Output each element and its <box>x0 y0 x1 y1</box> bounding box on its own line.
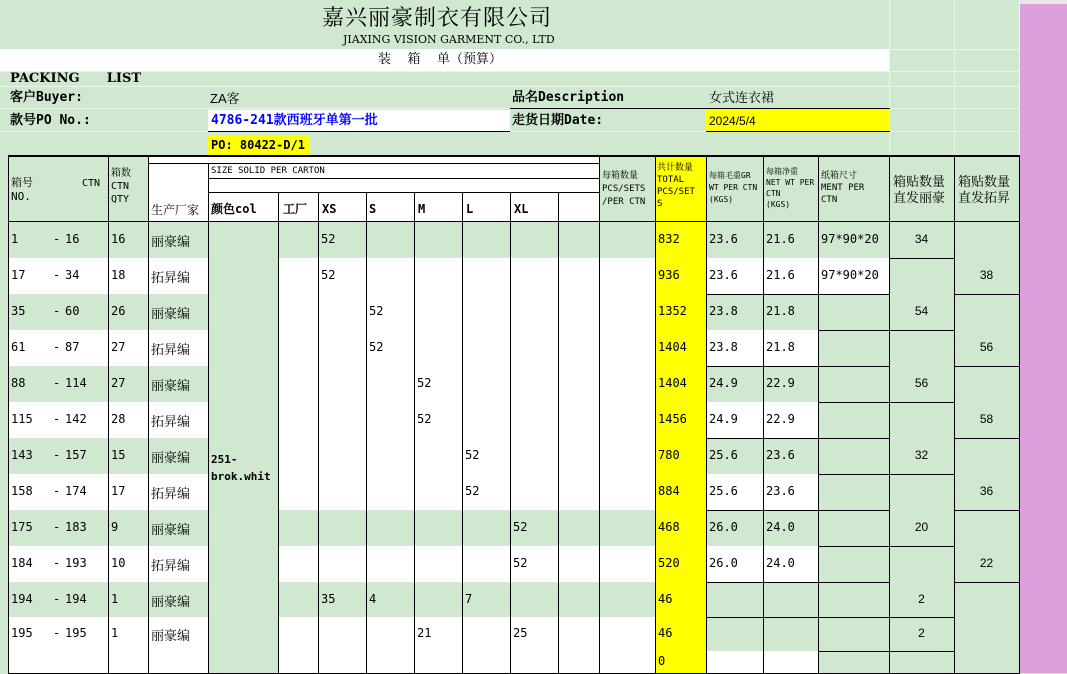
cell-gw[interactable]: 26.0 <box>709 520 738 534</box>
table-cell-bg <box>558 651 599 673</box>
cell-dash[interactable]: - <box>53 340 61 354</box>
cell-to[interactable]: 114 <box>65 376 87 390</box>
header-size-m: M <box>418 202 426 216</box>
table-cell-bg <box>366 366 414 402</box>
table-cell-bg <box>278 402 318 438</box>
table-cell-bg <box>558 474 599 510</box>
table-cell-bg <box>318 617 366 651</box>
cell-to[interactable]: 193 <box>65 556 87 570</box>
cell-l[interactable]: 7 <box>465 592 473 606</box>
cell-nw[interactable]: 21.8 <box>766 304 795 318</box>
cell-from[interactable]: 195 <box>11 626 33 640</box>
cell-from[interactable]: 1 <box>11 232 19 246</box>
desc-label: 品名Description <box>512 90 625 105</box>
cell-from[interactable]: 61 <box>11 340 26 354</box>
cell-total[interactable]: 46 <box>658 626 673 640</box>
table-cell-bg <box>510 330 558 366</box>
table-cell-bg <box>278 438 318 474</box>
header-net-wt: 每箱净重 NET WT PER CTN (KGS) <box>766 167 815 209</box>
table-cell-bg <box>558 582 599 617</box>
cell-m[interactable]: 52 <box>417 376 432 390</box>
buyer-value[interactable]: ZA客 <box>210 91 240 106</box>
cell-l[interactable]: 52 <box>465 484 480 498</box>
cell-factory[interactable]: 拓昇编 <box>151 558 191 573</box>
color-merged-cell[interactable] <box>208 222 278 673</box>
table-cell-bg <box>763 651 818 673</box>
table-cell-bg <box>278 294 318 330</box>
cell-factory[interactable]: 丽豪编 <box>151 450 191 465</box>
cell-gw[interactable]: 23.6 <box>709 232 738 246</box>
cell-qty[interactable]: 9 <box>111 520 119 534</box>
cell-factory[interactable]: 拓昇编 <box>151 342 191 357</box>
cell-gw[interactable]: 25.6 <box>709 484 738 498</box>
packing-list-label: PACKING LIST <box>10 71 142 86</box>
cell-s[interactable]: 52 <box>369 304 384 318</box>
table-cell-bg <box>558 402 599 438</box>
cell-factory[interactable]: 丽豪编 <box>151 234 191 249</box>
table-cell-bg <box>462 330 510 366</box>
cell-ts[interactable]: 56 <box>979 340 994 354</box>
table-cell-bg <box>462 546 510 582</box>
header-color: 颜色col <box>211 202 257 216</box>
header-total: 共计数量 TOTAL PCS/SET S <box>657 163 695 209</box>
header-label-tuosheng: 箱贴数量 直发拓昇 <box>958 174 1011 205</box>
cell-factory[interactable]: 丽豪编 <box>151 628 191 643</box>
cell-qty[interactable]: 27 <box>111 376 126 390</box>
table-cell-bg <box>366 402 414 438</box>
cell-xs[interactable]: 35 <box>321 592 336 606</box>
header-measure: 纸箱尺寸 MENT PER CTN <box>821 171 865 205</box>
cell-m[interactable]: 52 <box>417 412 432 426</box>
cell-total[interactable]: 1352 <box>658 304 687 318</box>
cell-s[interactable]: 4 <box>369 592 377 606</box>
cell-to[interactable]: 195 <box>65 626 87 640</box>
table-cell-bg <box>318 438 366 474</box>
cell-s[interactable]: 52 <box>369 340 384 354</box>
table-cell-bg <box>366 222 414 258</box>
header-size-xl: XL <box>514 202 529 216</box>
cell-dash[interactable]: - <box>53 556 61 570</box>
desc-value[interactable]: 女式连衣裙 <box>709 90 775 105</box>
header-ctn: CTN <box>82 178 101 189</box>
table-cell-bg <box>414 330 462 366</box>
cell-ts[interactable]: 36 <box>979 484 994 498</box>
cell-gw[interactable]: 24.9 <box>709 412 738 426</box>
cell-total[interactable]: 936 <box>658 268 680 282</box>
header-label-lihao: 箱贴数量 直发丽豪 <box>893 174 946 205</box>
company-name-en: JIAXING VISION GARMENT CO., LTD <box>343 33 555 46</box>
header-factory: 生产厂家 <box>151 203 200 217</box>
table-cell-bg <box>954 651 1019 673</box>
cell-lh[interactable]: 32 <box>914 448 929 462</box>
table-cell-bg <box>510 258 558 294</box>
table-cell-bg <box>558 222 599 258</box>
table-cell-bg <box>366 617 414 651</box>
table-cell-bg <box>599 474 655 510</box>
cell-nw[interactable]: 21.6 <box>766 232 795 246</box>
header-pcs-per-ctn: 每箱数量 PCS/SETS /PER CTN <box>602 171 646 207</box>
table-cell-bg <box>50 651 62 673</box>
table-cell-bg <box>510 582 558 617</box>
table-cell-bg <box>414 651 462 673</box>
cell-gw[interactable]: 25.6 <box>709 448 738 462</box>
cell-to[interactable]: 157 <box>65 448 87 462</box>
cell-lh[interactable]: 20 <box>914 520 929 534</box>
doc-title: 装 箱 单（预算） <box>378 52 503 67</box>
table-cell-bg <box>278 582 318 617</box>
cell-lh[interactable]: 56 <box>914 376 929 390</box>
cell-xl[interactable]: 52 <box>513 520 528 534</box>
table-cell-bg <box>599 582 655 617</box>
table-cell-bg <box>599 258 655 294</box>
header-size-l: L <box>466 202 474 216</box>
cell-xs[interactable]: 52 <box>321 232 336 246</box>
cell-qty[interactable]: 27 <box>111 340 126 354</box>
table-cell-bg <box>366 474 414 510</box>
cell-dash[interactable]: - <box>53 592 61 606</box>
cell-from[interactable]: 115 <box>11 412 33 426</box>
po-sub: PO: 80422-D/1 <box>211 138 305 152</box>
cell-factory[interactable]: 丽豪编 <box>151 378 191 393</box>
cell-dash[interactable]: - <box>53 304 61 318</box>
table-cell-bg <box>462 258 510 294</box>
cell-ts[interactable]: 58 <box>979 412 994 426</box>
cell-to[interactable]: 87 <box>65 340 80 354</box>
table-cell-bg <box>366 438 414 474</box>
pink-column <box>1020 0 1067 673</box>
cell-lh[interactable]: 54 <box>914 304 929 318</box>
table-cell-bg <box>366 510 414 546</box>
table-cell-bg <box>278 651 318 673</box>
table-cell-bg <box>148 651 208 673</box>
cell-meas[interactable]: 97*90*20 <box>821 268 879 282</box>
cell-gw[interactable]: 24.9 <box>709 376 738 390</box>
cell-qty[interactable]: 28 <box>111 412 126 426</box>
table-cell-bg <box>414 582 462 617</box>
cell-from[interactable]: 158 <box>11 484 33 498</box>
table-cell-bg <box>318 474 366 510</box>
table-cell-bg <box>366 546 414 582</box>
cell-nw[interactable]: 24.0 <box>766 556 795 570</box>
cell-total[interactable]: 46 <box>658 592 673 606</box>
header-workshop: 工厂 <box>283 202 308 216</box>
table-cell-bg <box>414 546 462 582</box>
table-cell-bg <box>510 438 558 474</box>
table-cell-bg <box>558 438 599 474</box>
table-cell-bg <box>599 651 655 673</box>
table-cell-bg <box>278 474 318 510</box>
cell-to[interactable]: 60 <box>65 304 80 318</box>
cell-nw[interactable]: 23.6 <box>766 484 795 498</box>
cell-l[interactable]: 52 <box>465 448 480 462</box>
table-cell-bg <box>414 222 462 258</box>
cell-to[interactable]: 174 <box>65 484 87 498</box>
date-label: 走货日期Date: <box>512 113 604 128</box>
table-cell-bg <box>414 474 462 510</box>
cell-nw[interactable]: 22.9 <box>766 412 795 426</box>
table-cell-bg <box>599 546 655 582</box>
header-size-xs: XS <box>322 202 337 216</box>
cell-nw[interactable]: 21.8 <box>766 340 795 354</box>
cell-qty[interactable]: 26 <box>111 304 126 318</box>
table-cell-bg <box>8 651 50 673</box>
cell-qty[interactable]: 1 <box>111 626 119 640</box>
table-cell-bg <box>278 617 318 651</box>
table-cell-bg <box>510 222 558 258</box>
table-cell-bg <box>510 651 558 673</box>
table-cell-bg <box>318 402 366 438</box>
table-cell-bg <box>462 294 510 330</box>
cell-total[interactable]: 520 <box>658 556 680 570</box>
table-cell-bg <box>414 510 462 546</box>
cell-total[interactable]: 884 <box>658 484 680 498</box>
cell-nw[interactable]: 21.6 <box>766 268 795 282</box>
table-cell-bg <box>599 222 655 258</box>
cell-qty[interactable]: 10 <box>111 556 126 570</box>
table-cell-bg <box>558 258 599 294</box>
table-cell-bg <box>599 402 655 438</box>
cell-xl[interactable]: 52 <box>513 556 528 570</box>
table-cell-bg <box>318 651 366 673</box>
cell-qty[interactable]: 1 <box>111 592 119 606</box>
table-cell-bg <box>510 402 558 438</box>
table-cell-bg <box>62 651 108 673</box>
cell-nw[interactable]: 22.9 <box>766 376 795 390</box>
cell-from[interactable]: 194 <box>11 592 33 606</box>
color-value: 251- brok.whit <box>211 453 271 483</box>
table-cell-bg <box>462 222 510 258</box>
po-label: 款号PO No.: <box>10 113 91 128</box>
cell-lh[interactable]: 2 <box>918 626 925 640</box>
cell-dash[interactable]: - <box>53 376 61 390</box>
table-cell-bg <box>318 294 366 330</box>
table-cell-bg <box>414 294 462 330</box>
table-cell-bg <box>462 617 510 651</box>
table-cell-bg <box>278 366 318 402</box>
cell-to[interactable]: 16 <box>65 232 80 246</box>
cell-meas[interactable]: 97*90*20 <box>821 232 879 246</box>
cell-from[interactable]: 35 <box>11 304 26 318</box>
cell-total[interactable]: 832 <box>658 232 680 246</box>
table-cell-bg <box>318 366 366 402</box>
cell-dash[interactable]: - <box>53 484 61 498</box>
cell-factory[interactable]: 拓昇编 <box>151 486 191 501</box>
header-gross-wt: 每箱毛重GR WT PER CTN (KGS) <box>709 171 758 204</box>
cell-gw[interactable]: 23.8 <box>709 340 738 354</box>
table-cell-bg <box>278 258 318 294</box>
table-cell-bg <box>414 438 462 474</box>
company-name-cn: 嘉兴丽豪制衣有限公司 <box>322 6 553 31</box>
cell-to[interactable]: 34 <box>65 268 80 282</box>
cell-lh[interactable]: 34 <box>914 232 929 246</box>
cell-gw[interactable]: 23.8 <box>709 304 738 318</box>
table-cell-bg <box>599 330 655 366</box>
table-cell-bg <box>318 546 366 582</box>
cell-xs[interactable]: 52 <box>321 268 336 282</box>
table-cell-bg <box>462 366 510 402</box>
table-cell-bg <box>318 330 366 366</box>
cell-factory[interactable]: 丽豪编 <box>151 306 191 321</box>
table-cell-bg <box>108 651 148 673</box>
cell-to[interactable]: 183 <box>65 520 87 534</box>
cell-dash[interactable]: - <box>53 626 61 640</box>
table-cell-bg <box>599 510 655 546</box>
cell-ts[interactable]: 22 <box>979 556 994 570</box>
table-cell-bg <box>510 294 558 330</box>
cell-dash[interactable]: - <box>53 412 61 426</box>
cell-nw[interactable]: 23.6 <box>766 448 795 462</box>
header-box-no: 箱号 NO. <box>11 176 33 203</box>
header-size-solid: SIZE SOLID PER CARTON <box>211 166 325 176</box>
cell-total[interactable]: 468 <box>658 520 680 534</box>
table-cell-bg <box>462 651 510 673</box>
cell-factory[interactable]: 拓昇编 <box>151 270 191 285</box>
cell-nw[interactable]: 24.0 <box>766 520 795 534</box>
table-cell-bg <box>558 366 599 402</box>
table-cell-bg <box>366 651 414 673</box>
cell-total[interactable]: 1404 <box>658 340 687 354</box>
table-cell-bg <box>278 510 318 546</box>
cell-qty[interactable]: 16 <box>111 232 126 246</box>
table-cell-bg <box>366 258 414 294</box>
cell-dash[interactable]: - <box>53 448 61 462</box>
table-cell-bg <box>462 510 510 546</box>
table-cell-bg <box>462 402 510 438</box>
cell-factory[interactable]: 丽豪编 <box>151 594 191 609</box>
table-cell-bg <box>278 330 318 366</box>
cell-total[interactable]: 0 <box>658 654 666 668</box>
date-value: 2024/5/4 <box>709 114 756 128</box>
table-cell-bg <box>558 330 599 366</box>
cell-gw[interactable]: 26.0 <box>709 556 738 570</box>
table-cell-bg <box>318 510 366 546</box>
table-cell-bg <box>599 617 655 651</box>
cell-dash[interactable]: - <box>53 268 61 282</box>
cell-qty[interactable]: 18 <box>111 268 126 282</box>
cell-ts[interactable]: 38 <box>979 268 994 282</box>
table-cell-bg <box>599 294 655 330</box>
table-cell-bg <box>510 474 558 510</box>
po-value: 4786-241款西班牙单第一批 <box>211 113 378 128</box>
cell-from[interactable]: 184 <box>11 556 33 570</box>
cell-xl[interactable]: 25 <box>513 626 528 640</box>
table-cell-bg <box>510 366 558 402</box>
cell-to[interactable]: 142 <box>65 412 87 426</box>
cell-total[interactable]: 1404 <box>658 376 687 390</box>
cell-from[interactable]: 88 <box>11 376 26 390</box>
table-cell-bg <box>278 222 318 258</box>
table-cell-bg <box>599 366 655 402</box>
cell-from[interactable]: 175 <box>11 520 33 534</box>
cell-gw[interactable]: 23.6 <box>709 268 738 282</box>
cell-qty[interactable]: 17 <box>111 484 126 498</box>
buyer-label: 客户Buyer: <box>10 90 83 105</box>
table-cell-bg <box>558 294 599 330</box>
table-cell-bg <box>558 617 599 651</box>
cell-from[interactable]: 143 <box>11 448 33 462</box>
table-cell-bg <box>599 438 655 474</box>
header-size-s: S <box>369 202 377 216</box>
cell-factory[interactable]: 丽豪编 <box>151 522 191 537</box>
cell-dash[interactable]: - <box>53 232 61 246</box>
cell-m[interactable]: 21 <box>417 626 432 640</box>
cell-from[interactable]: 17 <box>11 268 26 282</box>
top-row-strip <box>1020 0 1067 4</box>
table-cell-bg <box>558 510 599 546</box>
cell-qty[interactable]: 15 <box>111 448 126 462</box>
cell-lh[interactable]: 2 <box>918 592 925 606</box>
cell-total[interactable]: 1456 <box>658 412 687 426</box>
cell-factory[interactable]: 拓昇编 <box>151 414 191 429</box>
cell-dash[interactable]: - <box>53 520 61 534</box>
table-cell-bg <box>954 617 1019 651</box>
header-ctn-qty: 箱数 CTN QTY <box>111 168 131 205</box>
table-cell-bg <box>558 546 599 582</box>
table-cell-bg <box>414 258 462 294</box>
cell-total[interactable]: 780 <box>658 448 680 462</box>
cell-to[interactable]: 194 <box>65 592 87 606</box>
table-cell-bg <box>706 651 763 673</box>
table-cell-bg <box>278 546 318 582</box>
